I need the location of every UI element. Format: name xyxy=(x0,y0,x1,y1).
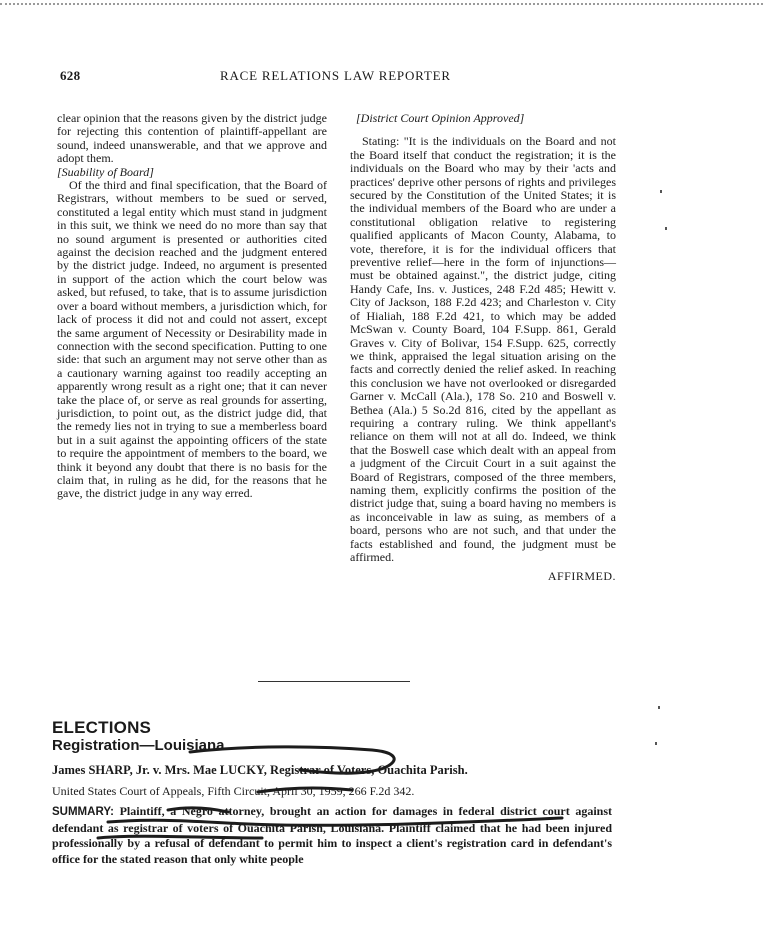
left-column xyxy=(57,112,327,501)
paper-speck xyxy=(658,706,660,709)
right-section-heading: [District Court Opinion Approved] xyxy=(356,111,525,125)
left-intro-paragraph: clear opinion that the reasons given by the district judge for rejecting this contention of plaintiff-appellant are sound, indeed unanswerable, and that we approve and adopt them. xyxy=(57,111,327,166)
disposition: AFFIRMED. xyxy=(547,569,616,584)
case-title: James SHARP, Jr. v. Mrs. Mae LUCKY, Registrar of Voters, Ouachita Parish. xyxy=(52,763,468,777)
running-title: RACE RELATIONS LAW REPORTER xyxy=(220,68,451,83)
page-number: 628 xyxy=(60,68,81,83)
summary-text: Plaintiff, a Negro attorney, brought an action for damages in federal district court against defendant as registrar of voters of Ouachita Parish, Louisiana. Plaintiff claimed that he had been injured professionally by a refusal of defendant to permit him to inspect a client's registration card in defendant's office for the stated reason that only white people xyxy=(52,804,613,866)
paper-speck xyxy=(665,227,667,230)
left-body-paragraph: Of the third and final specification, that the Board of Registrars, without members to be sued or served, constituted a legal entity which must stand in judgment in this suit, we think we need do no more than say that no sound argument is presented or authorities cited against the decision reached and the judgment entered by the district judge. Indeed, no argument is presented in support of the action which the court below was asked, but refused, to take, that is to assume jurisdiction over a board without members, a jurisdiction which, for lack of process it did not and could not assert, except the same argument of Necessity or Desirability made in connection with the second specification. Putting to one side: that such an argument may not serve other than as a cautionary warning against too readily accepting an apparently wrong result as a right one; that it can never take the place of, or serve as real grounds for asserting, jurisdiction, to point out, as the district judge did, that the remedy lies not in trying to sue a memberless board but in a suit against the appointing officers of the state to require the appointment of members to the board, we think it beyond any doubt that there is no basis for the claim that, in ruling as he did, for the reasons that he gave, the district judge in any way erred. xyxy=(57,178,327,501)
topic-subheading: Registration—Louisiana xyxy=(52,737,225,754)
court-citation: United States Court of Appeals, Fifth Circuit, April 30, 1959, 266 F.2d 342. xyxy=(52,784,415,798)
topic-heading: ELECTIONS xyxy=(52,718,152,737)
page-top-edge xyxy=(0,3,763,5)
case-summary xyxy=(52,804,612,867)
right-column xyxy=(344,112,616,584)
section-divider xyxy=(258,681,410,682)
paper-speck xyxy=(660,190,662,193)
right-body-paragraph: Stating: "It is the individuals on the Board and not the Board itself that conduct the registration; it is the individuals on the Board who may by their 'acts and practices' deprive other persons of rights and privileges secured by the Constitution of the United States; it is the individual members of the Board who are under a constitutional obligation relative to registering qualified applicants of Macon County, Alabama, to vote, therefore, it is for the individual officers that preventive relief—here in the form of injunctions—must be obtained against.", the district judge, citing Handy Cafe, Ins. v. Justices, 248 F.2d 485; Hewitt v. City of Jackson, 188 F.2d 423; and Charleston v. City of Hialiah, 188 F.2d 421, to which may be added McSwan v. County Board, 104 F.Supp. 861, Gerald Graves v. City of Bolivar, 154 F.Supp. 625, correctly we think, appraised the legal situation arising on the facts and correctly denied the relief asked. In reaching this conclusion we have not overlooked or disregarded Garner v. McCall (Ala.), 178 So. 210 and Boswell v. Bethea (Ala.) 5 So.2d 816, cited by the appellant as requiring a contrary ruling. We think appellant's reliance on them will not at all do. Indeed, we think that the Boswell case which dealt with an appeal from a judgment of the Circuit Court in a suit against the Board of Registrars, composed of the three members, naming them, explicitly confirms the position of the district judge that, suing a board having no members is as inconceivable in law as suing, as members of a board, persons who are not such, and that under the facts established and found, the judgment must be affirmed. xyxy=(350,134,616,564)
summary-label: SUMMARY: xyxy=(52,806,114,818)
left-section-heading: [Suability of Board] xyxy=(57,164,154,179)
paper-speck xyxy=(655,742,657,745)
